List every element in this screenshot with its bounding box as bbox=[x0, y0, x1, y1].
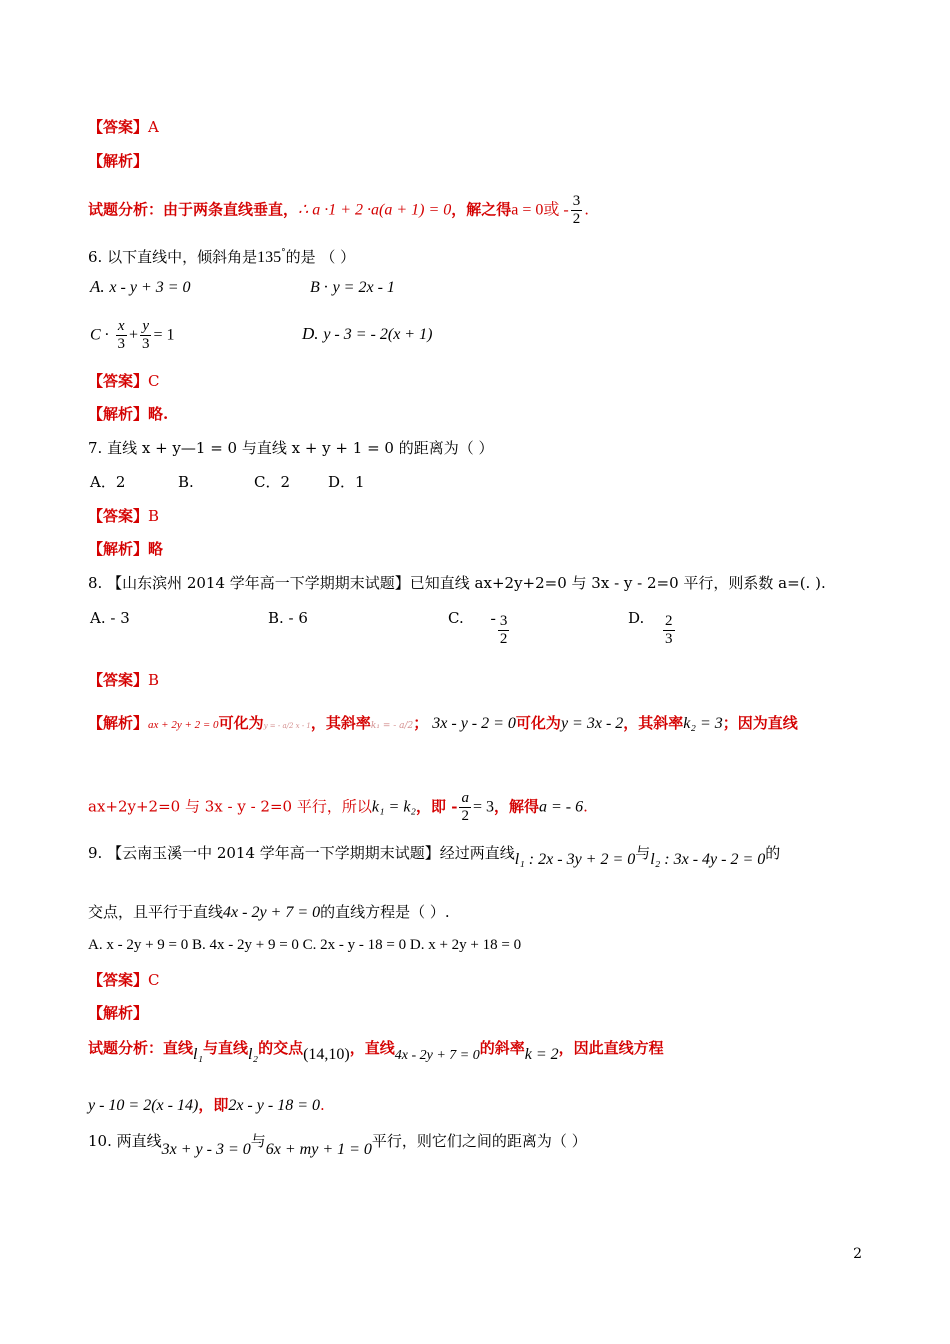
q7-answer-line: 【答案】B bbox=[88, 507, 160, 525]
analysis-math: ∴ a ·1 + 2 ·a(a + 1) = 0 bbox=[298, 201, 452, 219]
q7-option-c: C．2 bbox=[254, 473, 291, 491]
frac-y-3: $\frac{y}{3}$ bbox=[141, 318, 150, 352]
q9-options: A. x - 2y + 9 = 0 B. 4x - 2y + 9 = 0 C. 2x - y - 18 = 0 D. x + 2y + 18 = 0 bbox=[88, 937, 522, 953]
q7-stem: 7. 直线 x + y—1 = 0 与直线 x + y + 1 = 0 的距离为（ ） bbox=[88, 439, 494, 457]
q6-analysis-line: 【解析】略. bbox=[88, 405, 169, 423]
q8-answer-line: 【答案】B bbox=[88, 671, 160, 689]
q7-option-b: B. bbox=[178, 473, 194, 491]
q8-option-c: C. - $\frac{3}{2}$ bbox=[448, 609, 508, 647]
q6-stem: 6. 以下直线中，倾斜角是135°的是 （ ） bbox=[88, 248, 356, 266]
answer-label: 【答案】 bbox=[88, 118, 149, 136]
q7-option-a: A．2 bbox=[90, 473, 126, 491]
q6-option-d: D. y - 3 = - 2(x + 1) bbox=[302, 324, 433, 343]
q7-analysis-line: 【解析】略 bbox=[88, 540, 164, 558]
q5-analysis: 试题分析：由于两条直线垂直，∴ a ·1 + 2 ·a(a + 1) = 0，解之得a = 0或 - $\frac{3}{2}$ . bbox=[88, 193, 590, 227]
analysis-text: 试题分析：由于两条直线垂直， bbox=[88, 200, 299, 219]
q5-answer-line bbox=[88, 116, 159, 138]
q9-analysis-label: 【解析】 bbox=[88, 1004, 149, 1022]
q8-analysis-line2: ax+2y+2=0 与 3x - y - 2=0 平行，所以k₁ = k₂，即 - $\frac{a}{2}$ = 3，解得a = - 6. bbox=[88, 790, 588, 824]
q8-option-d: D. $\frac{2}{3}$ bbox=[628, 609, 673, 647]
q6-option-c: C · $\frac{x}{3}$ + $\frac{y}{3}$ = 1 bbox=[90, 318, 175, 352]
frac-x-3: $\frac{x}{3}$ bbox=[117, 318, 125, 352]
q9-stem-line1: 9. 【云南玉溪一中 2014 学年高一下学期期末试题】经过两直线l₁ : 2x - 3y + 2 = 0与l₂ : 3x - 4y - 2 = 0的 bbox=[88, 844, 781, 868]
fraction-3-2: $\frac{3}{2}$ bbox=[499, 613, 508, 647]
q8-option-b: B. - 6 bbox=[268, 609, 308, 627]
q7-option-d: D．1 bbox=[328, 473, 365, 491]
fraction-2-3: $\frac{2}{3}$ bbox=[665, 613, 673, 647]
q8-analysis-line1: 【解析】ax + 2y + 2 = 0可化为y = - a/2 x - 1，其斜率k₁ = - a/2； 3x - y - 2 = 0可化为y = 3x - 2，其斜率k₂ = 3；因为直线 bbox=[88, 714, 798, 732]
q9-stem-line2: 交点，且平行于直线4x - 2y + 7 = 0的直线方程是（ ）. bbox=[88, 903, 450, 921]
q5-analysis-label: 【解析】 bbox=[88, 152, 149, 170]
q6-option-a: A. x - y + 3 = 0 bbox=[90, 277, 191, 296]
q9-answer-line: 【答案】C bbox=[88, 971, 160, 989]
analysis-text-mid: ，解之得 bbox=[451, 200, 512, 219]
angle: 135 bbox=[257, 249, 282, 266]
q10-stem: 10. 两直线3x + y - 3 = 0与6x + my + 1 = 0平行，则它们之间的距离为（ ） bbox=[88, 1132, 587, 1158]
analysis-result: a = 0或 - bbox=[511, 201, 569, 219]
fraction-3-2: $\frac{3}{2}$ bbox=[572, 193, 581, 227]
q8-stem: 8. 【山东滨州 2014 学年高一下学期期末试题】已知直线 ax+2y+2=0 与 3x - y - 2=0 平行，则系数 a=(. ). bbox=[88, 574, 826, 592]
q6-answer-line: 【答案】C bbox=[88, 372, 160, 390]
q8-option-a: A. - 3 bbox=[90, 609, 130, 627]
q9-analysis-line1: 试题分析：直线l₁与直线l₂的交点(14,10)，直线4x - 2y + 7 = 0的斜率k = 2，因此直线方程 bbox=[88, 1039, 664, 1063]
q9-analysis-line2: y - 10 = 2(x - 14)，即2x - y - 18 = 0. bbox=[88, 1096, 325, 1114]
fraction-a-2: $\frac{a}{2}$ bbox=[461, 790, 469, 824]
q6-option-b: B · y = 2x - 1 bbox=[310, 279, 395, 296]
page-number: 2 bbox=[853, 1246, 862, 1262]
answer-value: A bbox=[148, 118, 159, 136]
